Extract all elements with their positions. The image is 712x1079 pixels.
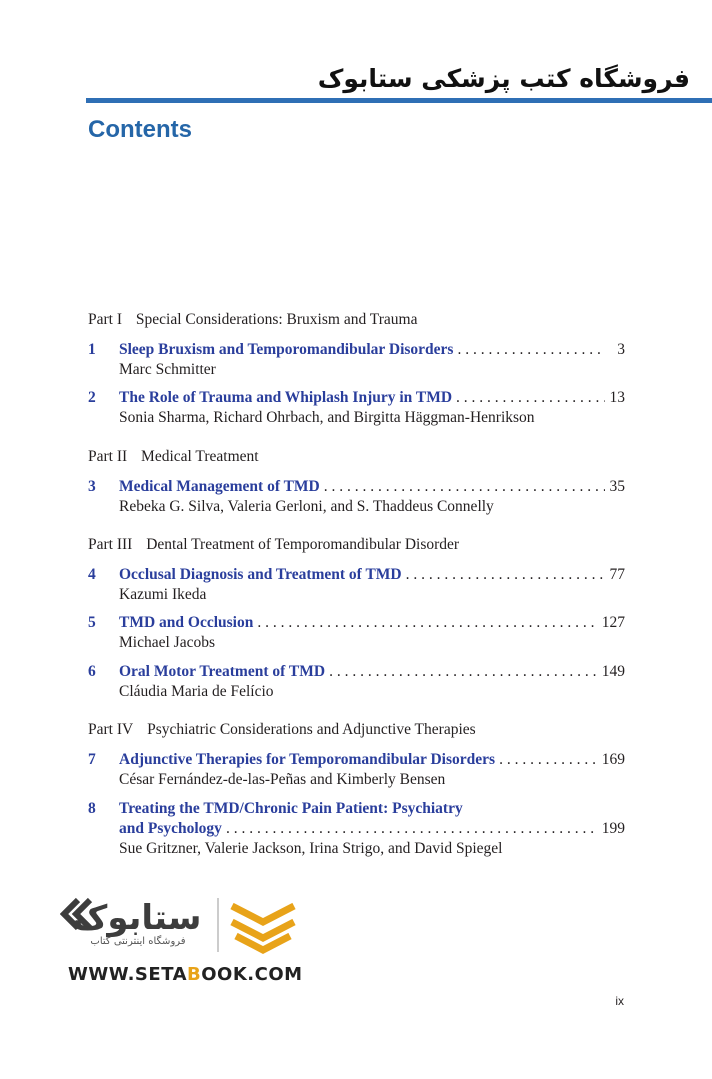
toc-entry[interactable] [88, 388, 625, 428]
book-box-icon [232, 906, 294, 950]
toc-entry[interactable] [88, 799, 625, 859]
toc-entry[interactable] [88, 477, 625, 517]
chapter-number: 4 [88, 566, 96, 583]
chapter-page: 13 [609, 389, 625, 406]
chapter-title-link[interactable]: TMD and Occlusion [119, 614, 254, 631]
leader-dots [406, 565, 605, 585]
chapter-number: 7 [88, 751, 96, 768]
leader-dots [324, 477, 605, 497]
leader-dots [457, 340, 605, 360]
chapter-page: 127 [601, 614, 625, 631]
part-heading [88, 311, 417, 329]
chapter-number: 6 [88, 663, 96, 680]
chapter-authors: Rebeka G. Silva, Valeria Gerloni, and S. Thaddeus Connelly [119, 498, 494, 515]
part-title: Medical Treatment [141, 448, 259, 465]
chapter-page: 199 [601, 820, 625, 837]
chapter-page: 169 [601, 751, 625, 768]
chapter-number: 5 [88, 614, 96, 631]
chapter-number: 3 [88, 478, 96, 495]
part-label: Part IV [88, 721, 134, 738]
chapter-title-link[interactable]: Adjunctive Therapies for Temporomandibular Disorders [119, 751, 496, 768]
chapter-title-link[interactable]: Sleep Bruxism and Temporomandibular Disorders [119, 341, 454, 358]
leader-dots [257, 613, 597, 633]
header-rule [86, 98, 712, 103]
toc-entry[interactable] [88, 750, 625, 790]
chapter-title-link[interactable]: Treating the TMD/Chronic Pain Patient: Psychiatry [119, 800, 463, 817]
toc-entry[interactable] [88, 662, 625, 702]
part-heading [88, 721, 476, 739]
chapter-number: 8 [88, 800, 96, 817]
logo-text: ستابوک [72, 898, 202, 938]
leader-dots [226, 819, 598, 839]
chapter-page: 3 [617, 341, 625, 358]
page-title: Contents [88, 116, 192, 143]
chapter-number: 2 [88, 389, 96, 406]
toc-entry[interactable] [88, 340, 625, 380]
toc-entry[interactable] [88, 565, 625, 605]
shop-title: فروشگاه کتب پزشکی ستابوک [317, 64, 690, 93]
chapter-title-link[interactable]: Medical Management of TMD [119, 478, 320, 495]
chapter-authors: Michael Jacobs [119, 634, 215, 651]
logo-subtitle: فروشگاه اینترنتی کتاب [90, 936, 186, 947]
chapter-title-link[interactable]: Occlusal Diagnosis and Treatment of TMD [119, 566, 402, 583]
part-label: Part II [88, 448, 128, 465]
logo-url[interactable]: WWW.SETABOOK.COM [68, 964, 303, 985]
chapter-authors: César Fernández-de-las-Peñas and Kimberly Bensen [119, 771, 446, 788]
chapter-title-link[interactable]: and Psychology [119, 820, 222, 837]
part-heading [88, 536, 459, 554]
part-title: Special Considerations: Bruxism and Trauma [135, 311, 418, 328]
toc-entry[interactable] [88, 613, 625, 653]
part-title: Dental Treatment of Temporomandibular Disorder [146, 536, 460, 553]
part-label: Part I [88, 311, 123, 328]
leader-dots [456, 388, 605, 408]
part-label: Part III [88, 536, 133, 553]
chapter-authors: Cláudia Maria de Felício [119, 683, 274, 700]
chapter-authors: Sue Gritzner, Valerie Jackson, Irina Strigo, and David Spiegel [119, 840, 503, 857]
chapter-authors: Sonia Sharma, Richard Ohrbach, and Birgitta Häggman-Henrikson [119, 409, 535, 426]
chapter-authors: Marc Schmitter [119, 361, 216, 378]
part-heading [88, 448, 259, 466]
chapter-page: 35 [609, 478, 625, 495]
chapter-page: 77 [609, 566, 625, 583]
chapter-number: 1 [88, 341, 96, 358]
leader-dots [329, 662, 598, 682]
chapter-title-link[interactable]: The Role of Trauma and Whiplash Injury in TMD [119, 389, 453, 406]
leader-dots [499, 750, 598, 770]
chapter-page: 149 [601, 663, 625, 680]
chapter-title-link[interactable]: Oral Motor Treatment of TMD [119, 663, 326, 680]
page-number: ix [615, 994, 624, 1008]
part-title: Psychiatric Considerations and Adjunctive Therapies [147, 721, 476, 738]
chapter-authors: Kazumi Ikeda [119, 586, 207, 603]
